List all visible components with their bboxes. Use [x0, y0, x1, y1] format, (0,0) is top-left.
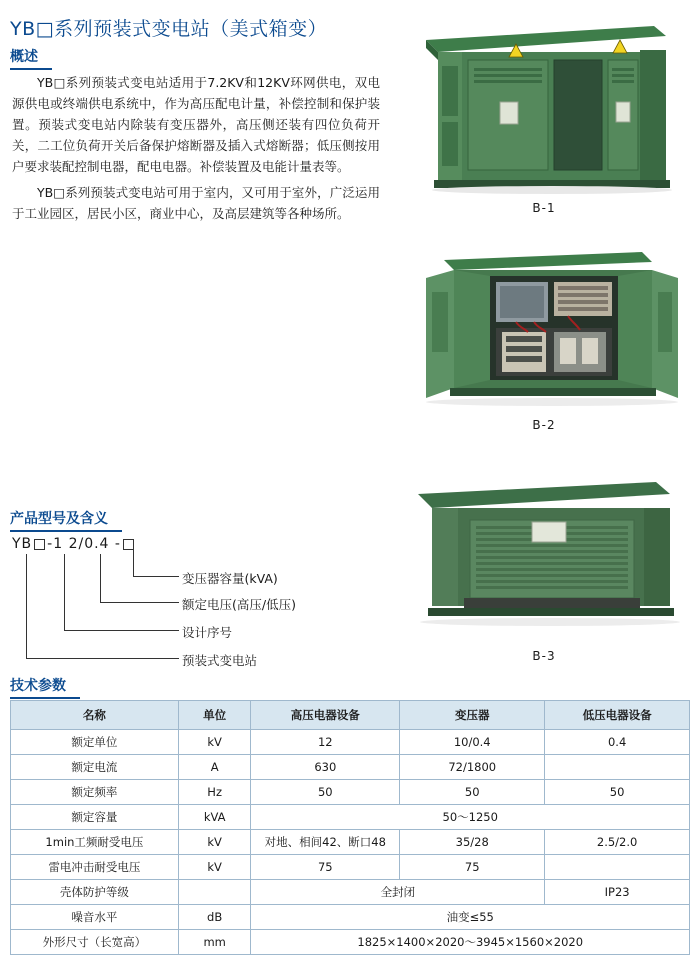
leader-line-voltage-h: [100, 602, 179, 603]
parameters-table: [10, 700, 690, 955]
cell-unit: kV: [178, 730, 251, 755]
table-row: [11, 930, 690, 955]
leader-line-capacity-h: [133, 576, 179, 577]
model-label-serial: 设计序号: [182, 625, 233, 640]
model-code-prefix: YB: [12, 536, 33, 552]
section-heading-params: 技术参数: [10, 675, 80, 699]
cell-merged-noise: 油变≤55: [251, 905, 690, 930]
model-code-diagram: [12, 536, 382, 666]
cell-transformer: 72/1800: [400, 755, 545, 780]
overview-paragraph-2: YB□系列预装式变电站可用于室内，又可用于室外，广泛运用于工业园区，居民小区，商业中心，及高层建筑等各种场所。: [12, 185, 380, 221]
cell-unit: kV: [178, 855, 251, 880]
figure-b3: [404, 468, 684, 663]
table-row: [11, 880, 690, 905]
table-row: [11, 830, 690, 855]
cell-transformer: 10/0.4: [400, 730, 545, 755]
table-header-transformer: 变压器: [400, 701, 545, 730]
section-heading-model: 产品型号及含义: [10, 508, 122, 532]
table-header-hv: 高压电器设备: [251, 701, 400, 730]
section-heading-overview: 概述: [10, 46, 52, 70]
cell-merged-enclosure: 全封闭: [251, 880, 545, 905]
figure-b1: [404, 10, 684, 215]
cell-merged-capacity: 50～1250: [251, 805, 690, 830]
table-body: [11, 730, 690, 955]
table-header-lv: 低压电器设备: [545, 701, 690, 730]
cell-name: 额定容量: [11, 805, 179, 830]
leader-line-serial-h: [64, 630, 179, 631]
figure-b2: [404, 232, 684, 432]
page-title: YB□系列预装式变电站（美式箱变）: [10, 18, 328, 40]
figure-b3-image: [404, 468, 684, 643]
cell-unit: kV: [178, 830, 251, 855]
cell-unit: A: [178, 755, 251, 780]
cell-transformer: 35/28: [400, 830, 545, 855]
cell-unit: kVA: [178, 805, 251, 830]
cell-hv: 对地、相间42、断口48: [251, 830, 400, 855]
parameters-table-wrapper: [10, 700, 690, 955]
leader-line-product-v: [26, 554, 27, 658]
figure-b3-caption: B-3: [532, 649, 556, 663]
figure-b2-image: [404, 232, 684, 412]
cell-lv: [545, 755, 690, 780]
cell-name: 额定电流: [11, 755, 179, 780]
model-label-capacity: 变压器容量(kVA): [182, 571, 278, 586]
model-label-product: 预装式变电站: [182, 653, 258, 668]
table-row: [11, 730, 690, 755]
cell-lv: 50: [545, 780, 690, 805]
cell-unit: [178, 880, 251, 905]
cell-unit: dB: [178, 905, 251, 930]
cell-name: 壳体防护等级: [11, 880, 179, 905]
table-header-name: 名称: [11, 701, 179, 730]
substation-front-illustration: [404, 10, 684, 195]
table-row: [11, 805, 690, 830]
leader-line-serial-v: [64, 554, 65, 630]
cell-name: 额定单位: [11, 730, 179, 755]
cell-name: 外形尺寸（长宽高）: [11, 930, 179, 955]
cell-hv: 75: [251, 855, 400, 880]
figure-b1-caption: B-1: [532, 201, 556, 215]
model-code-placeholder-1: [34, 539, 45, 550]
cell-hv: 630: [251, 755, 400, 780]
cell-name: 额定频率: [11, 780, 179, 805]
model-label-voltage: 额定电压(高压/低压): [182, 597, 296, 612]
leader-line-capacity-v: [133, 550, 134, 576]
cell-lv: 0.4: [545, 730, 690, 755]
cell-unit: mm: [178, 930, 251, 955]
substation-side-illustration: [404, 468, 684, 643]
model-code-segment: -1 2/0.4 -: [47, 536, 121, 552]
cell-name: 噪音水平: [11, 905, 179, 930]
cell-lv: [545, 855, 690, 880]
cell-lv: IP23: [545, 880, 690, 905]
cell-lv: 2.5/2.0: [545, 830, 690, 855]
table-row: [11, 755, 690, 780]
cell-hv: 12: [251, 730, 400, 755]
cell-unit: Hz: [178, 780, 251, 805]
table-row: [11, 855, 690, 880]
table-header-row: [11, 701, 690, 730]
cell-merged-dimensions: 1825×1400×2020～3945×1560×2020: [251, 930, 690, 955]
table-row: [11, 905, 690, 930]
table-row: [11, 780, 690, 805]
model-code-string: [12, 536, 136, 552]
leader-line-product-h: [26, 658, 179, 659]
figure-b1-image: [404, 10, 684, 195]
overview-paragraph-1: YB□系列预装式变电站适用于7.2KV和12KV环网供电，双电源供电或终端供电系统中，作为高压配电计量，补偿控制和保护装置。预装式变电站内除装有变压器外，高压侧还装有四位负荷开关，二工位负荷开关后备保护熔断器及插入式熔断器；低压侧按用户要求装配控制电器，配电电器。补偿装置及电能计量表等。: [12, 75, 380, 174]
cell-name: 雷电冲击耐受电压: [11, 855, 179, 880]
overview-text: [12, 72, 380, 229]
leader-line-voltage-v: [100, 554, 101, 602]
table-header-unit: 单位: [178, 701, 251, 730]
substation-open-door-illustration: [404, 232, 684, 412]
cell-hv: 50: [251, 780, 400, 805]
figure-b2-caption: B-2: [532, 418, 556, 432]
cell-transformer: 50: [400, 780, 545, 805]
cell-name: 1min工频耐受电压: [11, 830, 179, 855]
model-code-placeholder-2: [123, 539, 134, 550]
cell-transformer: 75: [400, 855, 545, 880]
